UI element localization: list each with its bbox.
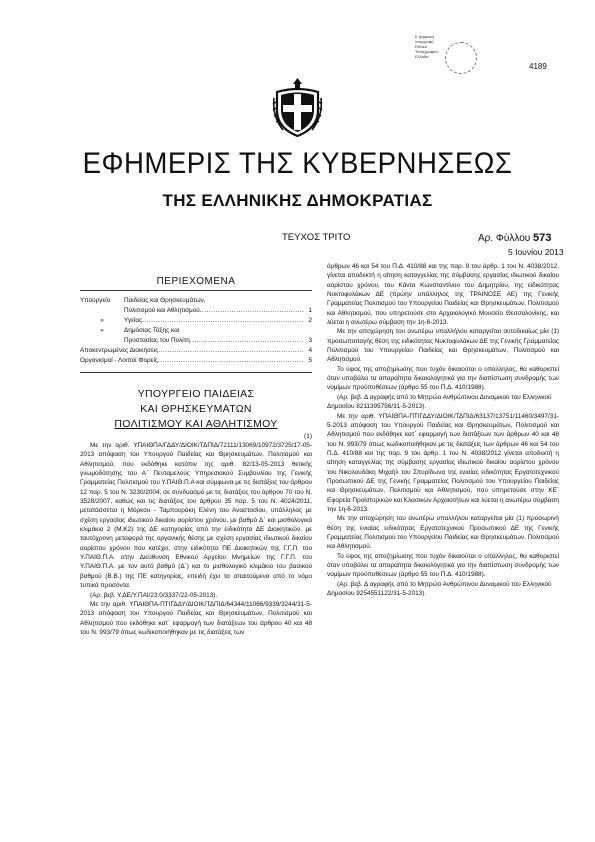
toc-entry-label: » [100,327,104,334]
toc-bottom-rule [80,372,312,373]
toc-entry-text: Προστασίας του Πολίτη [124,337,190,344]
toc-leader [142,316,304,326]
decision-number: (1) [304,433,312,440]
issue-date: 5 Ιουνίου 2013 [508,247,564,257]
decision-paragraph: Το ύψος της αποζημίωσης που τυχόν δικαιούται ο υπάλληλος, θα καθοριστεί όταν υποβάλει τα απαραίτητα δικαιολογητικά για την διαπίστωση συνδρομής των νομίμων προϋποθέσεων (άρθρο 55 του Π.Δ. 410/1988). [327,552,559,579]
gazette-subtitle: ΤΗΣ ΕΛΛΗΝΙΚΗΣ ΔΗΜΟΚΡΑΤΙΑΣ [162,191,433,210]
stamp-line: Ε ψηφιακή [415,34,434,39]
decision-reference: (Αρ. βεβ. Δ αγραφής από το Μητρώο Ανθρώπινου Δυναμικού του Ελληνικού Δημοσίου 8211395756/31-5-2013). [327,393,552,411]
toc-entry-label: Υπουργείο [80,297,111,304]
greek-coat-of-arms-icon [271,76,324,139]
issue-type: ΤΕΥΧΟΣ ΤΡΙΤΟ [282,232,351,243]
toc-entry-label [80,306,124,316]
decision-paragraph: άρθρων 46 και 54 του Π.Δ. 410/88 και της παρ. 9 του άρθρ. 1 του Ν. 4038/2012, γίνεται αποδεκτή η αίτηση καταγγελίας της σύμβασης εργασίας ιδιωτικού δικαίου αορίστου χρόνου, του Κάντα Κωνσταντίνου του Δημητρίου, της ειδικότητας Νυκτοφυλάκων ΔΕ (πρώην υπάλληλος της ΤΡΑΙΝΟΣΕ ΑΕ) της Γενικής Γραμματείας Πολιτισμού του Υπουργείου Παιδείας και Θρησκευμάτων, Πολιτισμού και Αθλητισμού, που υπηρετούσε στο Αρχαιολογικό Μουσείο Θεσσαλονίκης, και λύεται η ανωτέρω σύμβαση την 1η-6-2013. [327,263,559,327]
toc-entry-text: Παιδείας και Θρησκευμάτων, [124,297,206,304]
digital-signature-stamp [415,34,475,78]
decision-reference: (Αρ. βεβ. Δ αγραφής από το Μητρώο Ανθρώπινου Δυναμικού του Ελληνικού Δημοσίου 9254551122/31-5-2013). [327,580,552,598]
toc-top-rule [80,290,312,291]
ministry-line: ΥΠΟΥΡΓΕΙΟ ΠΑΙΔΕΙΑΣ [137,388,255,400]
toc-entry [80,346,312,356]
toc-entry-text: Δημόσιας Τάξης και [124,327,180,334]
toc-entry-page [179,326,187,336]
sheet-number [478,232,551,244]
sheet-label: Αρ. Φύλλου [478,233,531,244]
toc-entry-text: Πολιτισμού και Αθλητισμού [124,307,200,314]
gazette-title: ΕΦΗΜΕΡΙΣ ΤΗΣ ΚΥΒΕΡΝΗΣΕΩΣ [82,147,513,180]
stamp-line: Εθνικό [415,44,427,49]
stamp-line: Τυπογραφείο [415,49,439,54]
toc-entry [80,296,312,306]
toc-entry-label [80,336,124,346]
left-column [80,262,312,637]
toc-entry-text: Υγείας [124,317,143,324]
decision-reference: (Αρ. βεβ. Υ.ΔΕ/Υ.ΠΑΙ/23.0/3337/22-05-2013). [90,591,218,599]
ministry-heading [80,387,312,432]
toc-entry-page: 3 [308,337,312,344]
stamp-line: Ελλάδα [415,54,429,59]
toc-entry-page: 5 [308,357,312,364]
toc-leader [158,346,304,356]
toc-entry [80,356,312,366]
sheet-number-value: 573 [533,232,552,244]
right-column [327,262,559,598]
toc-entry [80,336,312,346]
stamp-line: υπογραφή [415,39,434,44]
toc-entry-label: » [100,317,104,324]
decision-paragraph: Το ύψος της αποζημίωσης που τυχόν δικαιούται ο υπάλληλος, θα καθοριστεί όταν υποβάλει τα απαραίτητα δικαιολογητικά για την διαπίστωση συνδρομής των νομίμων προϋποθέσεων (άρθρο 55 του Π.Δ. 410/1988). [327,365,559,392]
toc-leader [190,336,304,346]
toc-entry-text: Αποκεντρωμένες Διοικήσεις [80,347,159,354]
decision-paragraph: Με την αποχώρηση του ανωτέρω υπαλλήλου καταργείται μία (1) προσωρινή θέση της ενιαίας ειδικότητας Εργατοτεχνικού Προσωπικού ΔΕ της Γενικής Γραμματείας Πολιτισμού του Υπουργείου Παιδείας και Θρησκευμάτων, Πολιτισμού και Αθλητισμού. [327,515,559,551]
toc-entry [80,306,312,316]
toc-entry-page: 4 [308,347,312,354]
toc-heading: ΠΕΡΙΕΧΟΜΕΝΑ [156,276,236,287]
toc-entry-page: 2 [308,317,312,324]
toc-entry [80,326,312,336]
decision-paragraph: Με την αριθ. ΥΠΑΙΘΠΑ-ΠΤΙΓΔΔΥ/ΔΙΟΙΚ/ΤΔΠΙΔ/64344/11066/9339/3244/31-5-2013 απόφαση του Υπουργού Παιδείας και Θρησκευμάτων, Πολιτισμού και Αθλητισμού που εκδόθηκε κατ΄ εφαρμογή των διατάξεων του άρθρου 40 και 48 του Ν. 993/79 όπως κωδικοποιήθηκαν με τις διατάξεις των [80,600,312,636]
ministry-line: ΚΑΙ ΘΡΗΣΚΕΥΜΑΤΩΝ [140,403,252,415]
decision-paragraph: Με την αριθ. ΥΠΑΙΘΠΑ-ΠΤΙΓΔΔΥ/ΔΙΟΙΚ/ΤΔΠΙΔ/63137/13751/11460/3497/31-5-2013 απόφαση του Υπουργού Παιδείας και Θρησκευμάτων, Πολιτισμού και Αθλητισμού που εκδόθηκε κατ΄ εφαρμογή των διατάξεων των άρθρων 40 και 48 του Ν. 993/79 όπως κωδικοποιήθηκαν με τις διατάξεις των άρθρων 46 και 54 του Π.Δ. 410/88 και της παρ. 9 του άρθρ. 1 του Ν. 4038/2012 γίνεται αποδεκτή η αίτηση καταγγελίας της σύμβασης εργασίας ιδιωτικού δικαίου αορίστου χρόνου του Νικολουδάκη Μιχαήλ του Σπυρίδωνα της ενιαίας ειδικότητας Εργατοτεχνικού Προσωπικού ΔΕ της Γενικής Γραμματείας Πολιτισμού του Υπουργείου Παιδείας και Θρησκευμάτων, Πολιτισμού και Αθλητισμού, που υπηρετούσε στην ΚΕ΄ Εφορεία Προϊστορικών και Κλασικών Αρχαιοτήτων και λύεται η ανωτέρω σύμβαση την 1η-6-2013. [327,412,559,513]
toc-entry-page: 1 [308,307,312,314]
ministry-line [80,417,312,432]
ministry-line-text: ΠΟΛΙΤΙΣΜΟΥ ΚΑΙ ΑΘΛΗΤΙΣΜΟΥ [114,418,278,430]
decision-paragraph: Με την αποχώρηση του ανωτέρω υπαλλήλου καταργείται αυτοδικαίως μία (1) προσωποπαγής θέση της ειδικότητας Νυκτοφυλάκων ΔΕ της Γενικής Γραμματείας Πολιτισμού του Υπουργείου Παιδείας και Θρησκευμάτων, Πολιτισμού και Αθλητισμού. [327,328,559,364]
toc-leader [158,356,304,366]
toc-entry-text: Οργανισμοί - Λοιποί Φορείς [80,357,158,364]
toc-entry-page [206,296,214,306]
decision-paragraph: Με την αριθ. ΥΠΑΙΘΠΑ/ΓΔΔΥ/ΔΙΟΙΚ/ΤΔΠΙΔ/72111/13069/10972/3725/17-05-2013 απόφαση του Υπουργού Παιδείας και Θρησκευμάτων, Πολιτισμού και Αθλητισμού, που εκδόθηκε κατόπιν της αριθ. 82/13-05-2013 θετικής γνωμοδότησης του Α΄ Πενταμελούς Υπηρεσιακού Συμβουλίου της Γενικής Γραμματείας Πολιτισμού του Υ.ΠΑΙΘ.Π.Α και σύμφωνα με τις διατάξεις του άρθρου 12 παρ. 5 του Ν. 3230/2004, σε συνδυασμό με τις διατάξεις του άρθρου 70 του Ν. 3528/2007, καθώς και τις διατάξεις του άρθρου 35 παρ. 5 του Ν. 4024/2011, μετατάσσεται η Μόρκου - Ταμπουράκη Ελένη του Αναστασίου, υπάλληλος με σχέση εργασίας ιδιωτικού δικαίου αορίστου χρόνου, με βαθμό Δ΄ και μισθολογικό κλιμάκιο 2 (Μ.Κ2) της ΔΕ κατηγορίας από την ειδικότητα ΔΕ Διοικητικών, με ταυτόχρονη μεταφορά της οργανικής θέσης με σχέση εργασίας ιδιωτικού δικαίου αορίστου χρόνου που κατέχει, στην ειδικότητα ΠΕ Διοικητικών της Γ.Γ.Π. του Υ.ΠΑΙΘ.Π.Α. στην Διεύθυνση Εθνικού Αρχείου Μνημείων της Γ.Γ.Π. του Υ.ΠΑΙΘ.Π.Α. με τον αυτό βαθμό (Δ΄) και το μισθολογικό κλιμάκιο του βασικού βαθμού (Β.Β.) της ΠΕ κατηγορίας, επειδή έχει τα απαιτούμενα από το νόμο τυπικά προσόντα. [80,442,312,590]
page-number: 4189 [529,62,547,71]
toc-entry [80,316,312,326]
toc-leader [200,306,304,316]
